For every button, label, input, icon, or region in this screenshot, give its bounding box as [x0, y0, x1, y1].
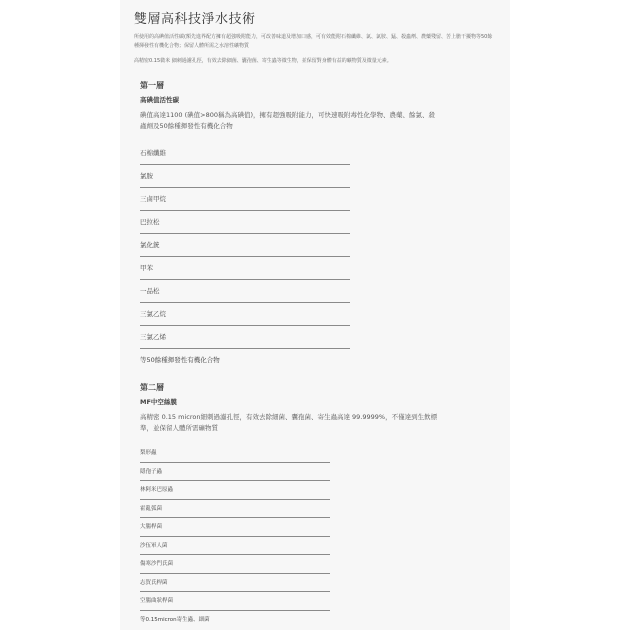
content — [120, 0, 510, 629]
layer-one-description: 碘值高達1100 (碘值>800稱為高碘值)，擁有超強吸附能力，可快速吸附毒性化學物、農藥、餘氯、殺蟲劑及50餘種揮發性有機化合物 — [140, 111, 436, 130]
layer-two-title: 第二層 — [140, 383, 164, 392]
list-item: 三氯乙烯 — [140, 326, 350, 349]
list-item: 空腸曲狀桿菌 — [140, 592, 330, 611]
layer-two-list — [140, 444, 510, 629]
list-item: 巴拉松 — [140, 211, 350, 234]
list-item: 大腸桿菌 — [140, 518, 330, 537]
list-item: 梨形蟲 — [140, 444, 330, 463]
intro-paragraph: 所使用的高碘值活性碳(額先進界配方擁有超強吸附能力，可改善味道及增加口感，可有效能附石棉纖維、氯、氯胺、錳、殺蟲劑、農藥殘留、苦上膽干擾物等50餘種揮發性有機化合物；保留人體所需之水溶性礦物質 — [134, 34, 493, 49]
list-item: 氯化銃 — [140, 234, 350, 257]
list-item: 等0.15micron寄生蟲、細菌 — [140, 616, 210, 623]
list-item: 霍亂弧菌 — [140, 500, 330, 519]
list-item: 石棉纖維 — [140, 142, 350, 165]
list-item: 三氯乙烷 — [140, 303, 350, 326]
page — [120, 0, 510, 630]
list-item: 傷寒沙門氏菌 — [140, 555, 330, 574]
list-item: 隱孢子蟲 — [140, 463, 330, 482]
layer-two-section — [134, 382, 510, 629]
list-item: 沙伍軍人菌 — [140, 537, 330, 556]
list-item: 三鹵甲烷 — [140, 188, 350, 211]
layer-one-section — [134, 80, 510, 372]
list-item: 氯胺 — [140, 165, 350, 188]
intro-paragraph-2: 高精密0.15微米 細刺過濾孔徑，有效去除細菌、囊孢菌、寄生蟲等微生物，並保留對身體有益的礦物質及微量元素。 — [134, 58, 392, 64]
list-item: 志賀氏桿菌 — [140, 574, 330, 593]
layer-one-title: 第一層 — [140, 81, 164, 90]
layer-two-description: 高精密 0.15 micron細刺過濾孔徑，有效去除細菌、囊孢菌、寄生蟲高達 99.9999%，不僅達到生飲標準，並保留人體所需礦物質 — [140, 413, 438, 432]
list-item: 林阿米巴原蟲 — [140, 481, 330, 500]
list-item: 甲苯 — [140, 257, 350, 280]
page-title: 雙層高科技淨水技術 — [134, 12, 256, 27]
layer-one-subtitle: 高碘值活性碳 — [140, 96, 179, 104]
layer-one-list — [140, 142, 510, 372]
layer-two-subtitle: MF中空絲膜 — [140, 398, 177, 406]
list-item: 一品松 — [140, 280, 350, 303]
list-item: 等50餘種揮發性有機化合物 — [140, 356, 220, 364]
